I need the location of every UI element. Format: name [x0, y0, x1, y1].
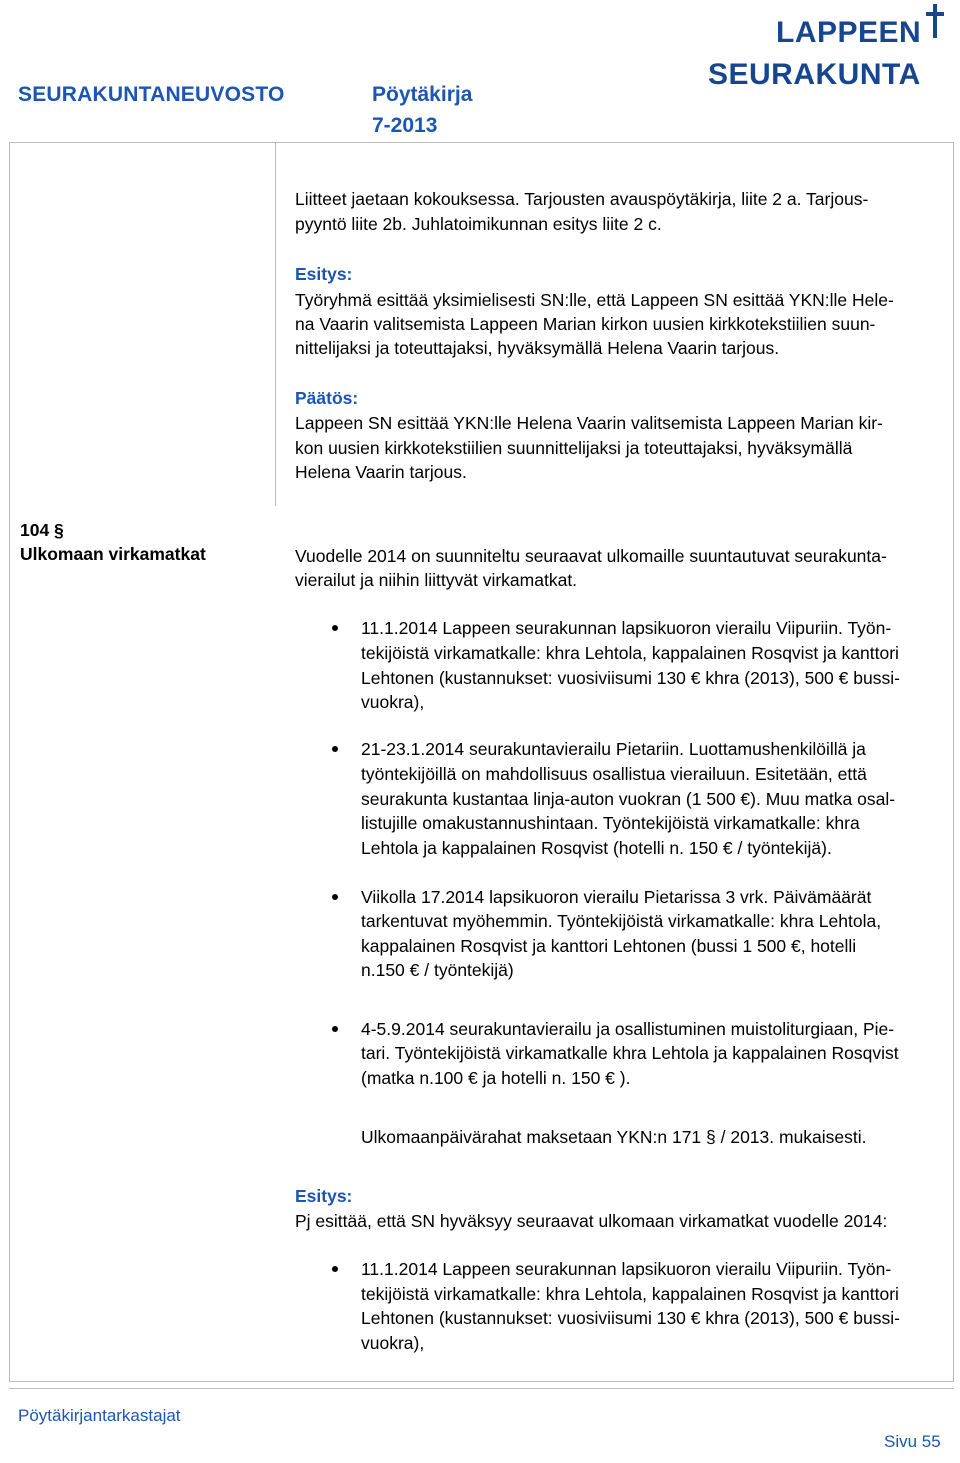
proposal-line: nittelijaksi ja toteuttajaksi, hyväksymällä Helena Vaarin tarjous. [295, 338, 780, 358]
header-doc-number: 7-2013 [372, 114, 438, 137]
list-item-line: tekijöistä virkamatkalle: khra Lehtola, kappalainen Rosqvist ja kanttori [361, 643, 899, 663]
list-item-line: tarkentuvat myöhemmin. Työntekijöistä virkamatkalle: khra Lehtola, [361, 911, 882, 931]
section-number: 104 § [20, 520, 64, 540]
list-item-line: Lehtola ja kappalainen Rosqvist (hotelli n. 150 € / työntekijä). [361, 838, 832, 858]
cross-icon [924, 4, 946, 38]
list-item-line: 21-23.1.2014 seurakuntavierailu Pietariin. Luottamushenkilöillä ja [361, 739, 866, 759]
list-item-line: n.150 € / työntekijä) [361, 960, 514, 980]
proposal-line: Työryhmä esittää yksimielisesti SN:lle, että Lappeen SN esittää YKN:lle Hele- [295, 290, 894, 310]
column-divider [275, 142, 276, 506]
proposal-item-line: Lehtonen (kustannukset: vuosiviisumi 130 € khra (2013), 500 € bussi- [361, 1308, 900, 1328]
list-item-line: listujille omakustannushintaan. Työntekijöistä virkamatkalle: khra [361, 813, 860, 833]
bullet [332, 625, 338, 631]
list-item-line: Lehtonen (kustannukset: vuosiviisumi 130 € khra (2013), 500 € bussi- [361, 668, 900, 688]
section-name: Ulkomaan virkamatkat [20, 544, 206, 564]
decision-line: Helena Vaarin tarjous. [295, 462, 467, 482]
page-number: Sivu 55 [884, 1432, 941, 1451]
decision-line: kon uusien kirkkotekstiilien suunnittelijaksi ja toteuttajaksi, hyväksymällä [295, 438, 853, 458]
footer-reviewers: Pöytäkirjantarkastajat [18, 1406, 181, 1425]
bullet [332, 1026, 338, 1032]
logo-text-line2: SEURAKUNTA [708, 58, 921, 91]
proposal-item-line: vuokra), [361, 1333, 425, 1353]
section-proposal-heading: Esitys: [295, 1186, 353, 1206]
section-proposal-text: Pj esittää, että SN hyväksyy seuraavat ulkomaan virkamatkat vuodelle 2014: [295, 1211, 888, 1231]
intro-line: vierailut ja niihin liittyvät virkamatkat. [295, 570, 578, 590]
list-item-line: tari. Työntekijöistä virkamatkalle khra Lehtola ja kappalainen Rosqvist [361, 1043, 899, 1063]
proposal-item-line: tekijöistä virkamatkalle: khra Lehtola, kappalainen Rosqvist ja kanttori [361, 1284, 899, 1304]
list-item-line: työntekijöillä on mahdollisuus osallistua vierailuun. Esitetään, että [361, 764, 867, 784]
list-item-line: seurakunta kustantaa linja-auton vuokran (1 500 €). Muu matka osal- [361, 789, 896, 809]
list-item-line: 11.1.2014 Lappeen seurakunnan lapsikuoron vierailu Viipuriin. Työn- [361, 618, 892, 638]
proposal-line: na Vaarin valitsemista Lappeen Marian kirkon uusien kirkkotekstiilien suun- [295, 314, 876, 334]
header-title: SEURAKUNTANEUVOSTO [18, 83, 285, 106]
bullet [332, 746, 338, 752]
intro-line: Vuodelle 2014 on suunniteltu seuraavat ulkomaille suuntautuvat seurakunta- [295, 546, 887, 566]
header-doc-type: Pöytäkirja [372, 83, 473, 106]
bullet [332, 894, 338, 900]
decision-line: Lappeen SN esittää YKN:lle Helena Vaarin valitsemista Lappeen Marian kir- [295, 413, 883, 433]
logo-text-line1: LAPPEEN [776, 16, 922, 49]
decision-heading: Päätös: [295, 388, 359, 408]
proposal-item-line: 11.1.2014 Lappeen seurakunnan lapsikuoron vierailu Viipuriin. Työn- [361, 1259, 892, 1279]
list-item-line: kappalainen Rosqvist ja kanttori Lehtonen (bussi 1 500 €, hotelli [361, 936, 857, 956]
list-item-line: vuokra), [361, 692, 425, 712]
list-item-line: 4-5.9.2014 seurakuntavierailu ja osallistuminen muistoliturgiaan, Pie- [361, 1019, 895, 1039]
proposal-heading: Esitys: [295, 264, 353, 284]
attachments-line: pyyntö liite 2b. Juhlatoimikunnan esitys liite 2 c. [295, 214, 662, 234]
allowance-note: Ulkomaanpäivärahat maksetaan YKN:n 171 § / 2013. mukaisesti. [361, 1127, 867, 1147]
attachments-line: Liitteet jaetaan kokouksessa. Tarjousten avauspöytäkirja, liite 2 a. Tarjous- [295, 189, 869, 209]
parish-logo [706, 4, 956, 96]
footer-divider [9, 1388, 954, 1389]
list-item-line: Viikolla 17.2014 lapsikuoron vierailu Pietarissa 3 vrk. Päivämäärät [361, 887, 872, 907]
bullet [332, 1266, 338, 1272]
list-item-line: (matka n.100 € ja hotelli n. 150 € ). [361, 1068, 631, 1088]
